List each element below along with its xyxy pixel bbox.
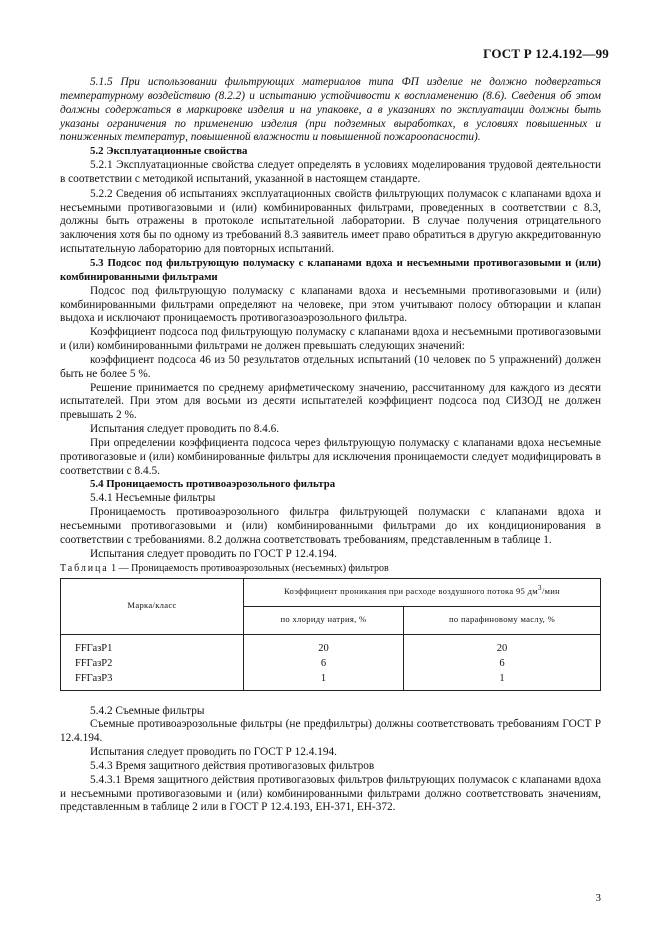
heading-5-2: 5.2 Эксплуатационные свойства: [90, 145, 248, 158]
page-number: 3: [595, 892, 601, 904]
table-row: [61, 634, 601, 656]
paragraph-5-4-1-b: Испытания следует проводить по ГОСТ Р 12.4.194.: [90, 547, 337, 560]
heading-5-4-3: 5.4.3 Время защитного действия противогазовых фильтров: [90, 759, 375, 772]
paragraph-5-3-b: Коэффициент подсоса под фильтрующую полумаску с клапанами вдоха и несъемными противогазовыми и (или) комбинированными фильтрами не должен превышать следующих значений:: [60, 326, 601, 353]
column-header-brand: Марка/класс: [61, 578, 244, 634]
cell-nacl: 20: [244, 634, 404, 656]
column-header-group-suffix: /мин: [541, 586, 561, 597]
paragraph-5-4-1-a: Проницаемость противоаэрозольного фильтра фильтрующей полумаски с клапанами вдоха и несъемными противогазовыми и (или) комбинированными фильтрами до их кондиционирования в соответствии с требованиями. 8.2 должна соответствовать требованиям, представленным в таблице 1.: [60, 506, 601, 546]
heading-5-4-1: 5.4.1 Несъемные фильтры: [90, 492, 216, 505]
paragraph-5-3-e: Испытания следует проводить по 8.4.6.: [90, 423, 280, 436]
table-caption-text: 1 — Проницаемость противоаэрозольных (несъемных) фильтров: [108, 562, 389, 574]
paragraph-5-4-3-1: 5.4.3.1 Время защитного действия противогазовых фильтров фильтрующих полумасок с клапанами вдоха и несъемными противогазовыми и (или) комбинированными фильтрами должно соответствовать значениям, представленным в таблице 2 или в ГОСТ Р 12.4.193, ЕН-371, ЕН-372.: [60, 773, 601, 814]
paragraph-5-4-2-b: Испытания следует проводить по ГОСТ Р 12.4.194.: [90, 746, 337, 759]
heading-5-4-2: 5.4.2 Съемные фильтры: [90, 704, 205, 717]
paragraph-5-3-d: Решение принимается по среднему арифметическому значению, рассчитанному для каждого из десяти испытателей. При этом для восьми из десяти испытателей коэффициент подсоса под СИЗОД не должен превышать 2 %.: [60, 381, 601, 422]
cell-nacl: 1: [244, 671, 404, 691]
table-row: [61, 656, 601, 671]
cell-oil: 1: [404, 671, 601, 691]
heading-5-4: 5.4 Проницаемость противоаэрозольного фильтра: [90, 478, 336, 491]
cell-brand: FFГазP1: [61, 634, 244, 656]
cell-nacl: 6: [244, 656, 404, 671]
table-row: [61, 671, 601, 691]
table-1: [60, 578, 601, 691]
paragraph-5-3-a: Подсос под фильтрующую полумаску с клапанами вдоха и несъемными противогазовыми и (или) комбинированными фильтрами определяют на человеке, при этом учитывают полосу обтюрации и клапан выдоха и исключают проницаемость противогазоаэрозольного фильтра.: [60, 284, 601, 325]
cell-brand: FFГазP3: [61, 671, 244, 691]
table-1-caption: [60, 562, 601, 575]
document-body: [60, 76, 601, 815]
paragraph-5-4-2-a: Съемные противоаэрозольные фильтры (не предфильтры) должны соответствовать требованиям ГОСТ Р 12.4.194.: [60, 718, 601, 745]
paragraph-5-3-f: При определении коэффициента подсоса через фильтрующую полумаску с клапанами вдоха несъемные противогазовые и (или) комбинированные фильтры для исключения проницаемости следует модифицировать в соответствии с 8.4.5.: [60, 436, 601, 477]
heading-5-3: 5.3 Подсос под фильтрующую полумаску с клапанами вдоха и несъемными противогазовыми и (или) комбинированными фильтрами: [60, 256, 601, 283]
column-header-group-sup: 3: [538, 584, 542, 593]
column-header-group-prefix: Коэффициент проникания при расходе воздушного потока 95 дм: [283, 586, 538, 597]
column-header-nacl: по хлориду натрия, %: [244, 606, 404, 634]
cell-oil: 6: [404, 656, 601, 671]
paragraph-5-1-5: 5.1.5 При использовании фильтрующих материалов типа ФП изделие не должно подвергаться температурному воздействию (8.2.2) и испытанию устойчивости к воспламенению (8.6). Сведения об этом должны содержаться в маркировке изделия и на упаковке, а в указаниях по эксплуатации должны быть указаны ограничения по применению изделия (при подземных выработках, в условиях повышенных и пониженных температур, повышенной влажности и повышенной пожароопасности).: [60, 76, 601, 144]
cell-oil: 20: [404, 634, 601, 656]
cell-brand: FFГазP2: [61, 656, 244, 671]
paragraph-5-2-2: 5.2.2 Сведения об испытаниях эксплуатационных свойств фильтрующих полумасок с клапанами вдоха и несъемными противогазовыми и (или) комбинированных фильтрами, проведенных в соответствии с 8.3, должны быть отражены в протоколе испытательной лаборатории. В случае получения отрицательного заключения хотя бы по одному из требований 8.3 заявитель имеет право обратиться в другую аккредитованную испытательную лабораторию для повторных испытаний.: [60, 187, 601, 256]
paragraph-5-2-1: 5.2.1 Эксплуатационные свойства следует определять в условиях моделирования трудовой деятельности в соответствии с методикой испытаний, указанной в настоящем стандарте.: [60, 159, 601, 185]
column-header-group: [244, 578, 601, 606]
document-header: ГОСТ Р 12.4.192—99: [483, 46, 609, 61]
table-caption-word: Таблица: [60, 562, 109, 574]
paragraph-5-3-c: коэффициент подсоса 46 из 50 результатов отдельных испытаний (10 человек по 5 упражнений) должен быть не более 5 %.: [60, 353, 601, 380]
column-header-oil: по парафиновому маслу, %: [404, 606, 601, 634]
